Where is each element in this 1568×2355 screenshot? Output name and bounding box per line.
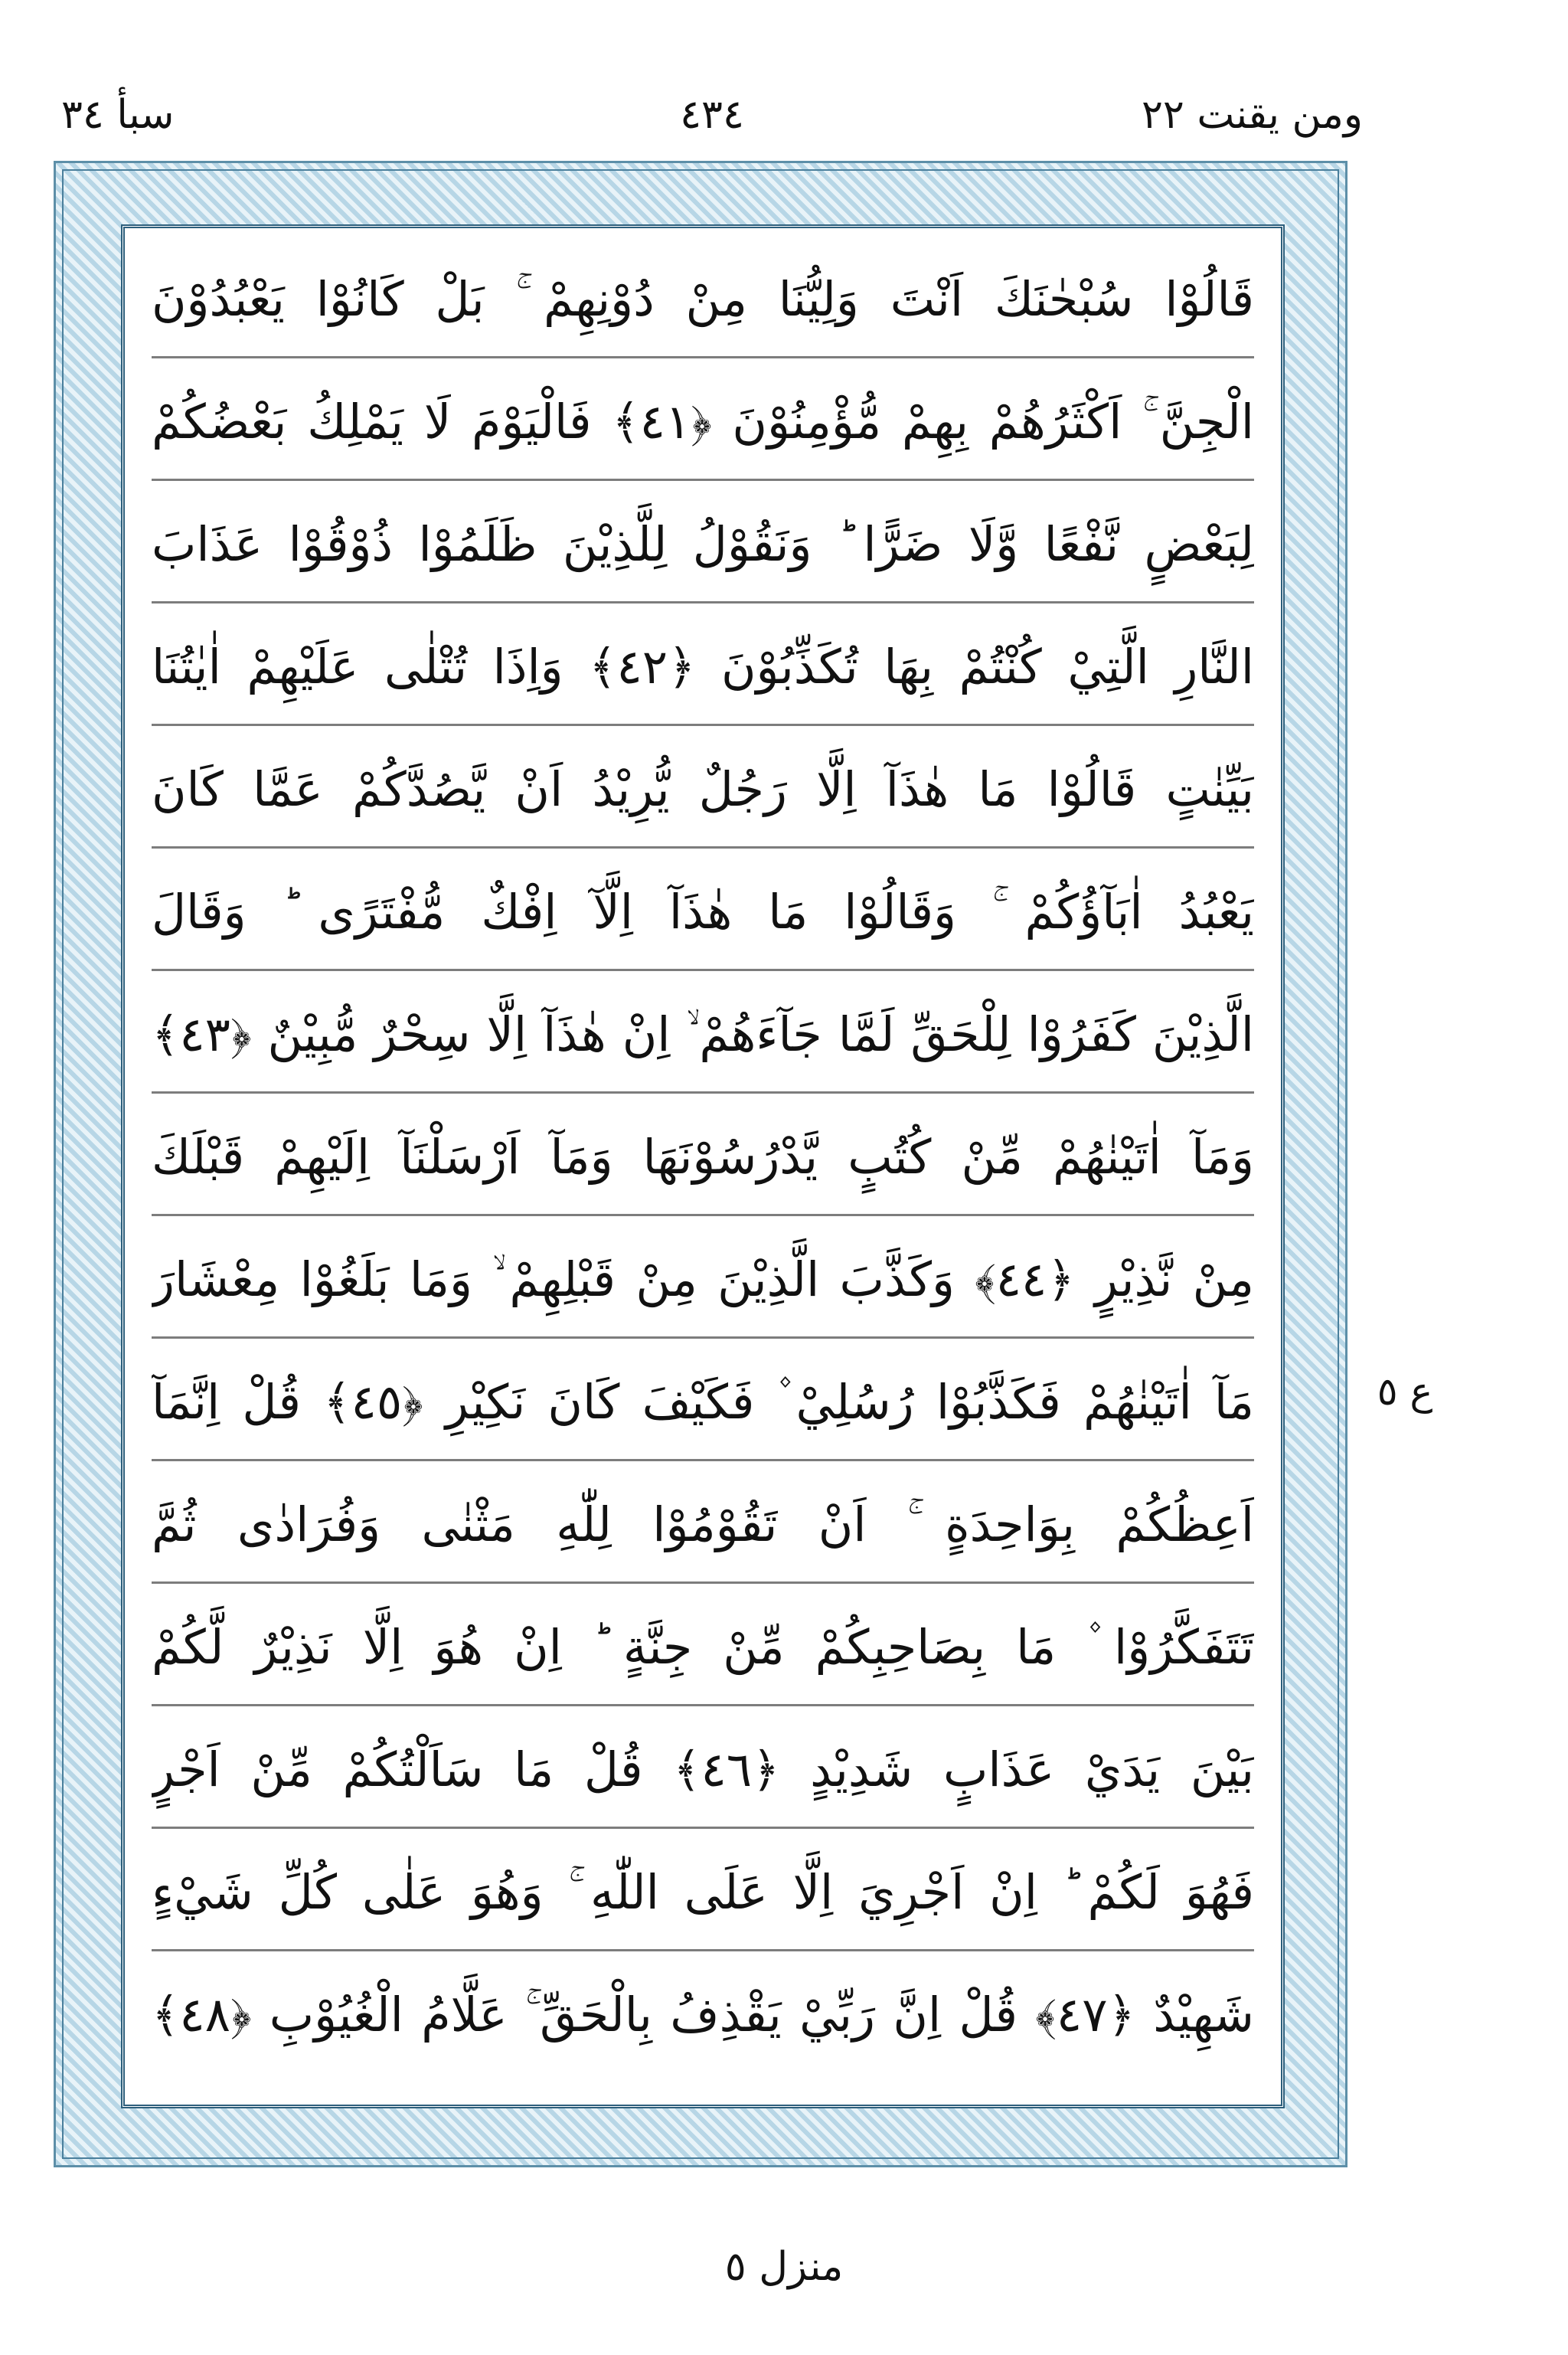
verse-line-14: فَهُوَ لَكُمْ ؕ اِنْ اَجْرِيَ اِلَّا عَلَى اللّٰهِ ۚ وَهُوَ عَلٰى كُلِّ شَيْءٍ bbox=[152, 1837, 1254, 1951]
verse-line-8: وَمَآ اٰتَيْنٰهُمْ مِّنْ كُتُبٍ يَّدْرُسُوْنَهَا وَمَآ اَرْسَلْنَآ اِلَيْهِمْ قَبْلَكَ bbox=[152, 1101, 1254, 1216]
verse-line-1: قَالُوْا سُبْحٰنَكَ اَنْتَ وَلِيُّنَا مِنْ دُوْنِهِمْ ۚ بَلْ كَانُوْا يَعْبُدُوْنَ bbox=[152, 244, 1254, 358]
verse-line-9: مِنْ نَّذِيْرٍ ﴿٤٤﴾ وَكَذَّبَ الَّذِيْنَ مِنْ قَبْلِهِمْ ۙ وَمَا بَلَغُوْا مِعْشَارَ bbox=[152, 1224, 1254, 1339]
juz-name-label: ومن يقنت ٢٢ bbox=[1142, 92, 1363, 138]
verse-line-2: الْجِنَّ ۚ اَكْثَرُهُمْ بِهِمْ مُّؤْمِنُوْنَ ﴿٤١﴾ فَالْيَوْمَ لَا يَمْلِكُ بَعْضُكُمْ bbox=[152, 366, 1254, 481]
manzil-footer: منزل ٥ bbox=[724, 2244, 844, 2290]
ruku-marker: ع ٥ bbox=[1377, 1369, 1433, 1414]
verse-line-3: لِبَعْضٍ نَّفْعًا وَّلَا ضَرًّا ؕ وَنَقُوْلُ لِلَّذِيْنَ ظَلَمُوْا ذُوْقُوْا عَذَابَ bbox=[152, 489, 1254, 603]
verse-line-13: بَيْنَ يَدَيْ عَذَابٍ شَدِيْدٍ ﴿٤٦﴾ قُلْ مَا سَاَلْتُكُمْ مِّنْ اَجْرٍ bbox=[152, 1714, 1254, 1829]
verse-line-4: النَّارِ الَّتِيْ كُنْتُمْ بِهَا تُكَذِّبُوْنَ ﴿٤٢﴾ وَاِذَا تُتْلٰى عَلَيْهِمْ اٰيٰتُنَا bbox=[152, 611, 1254, 726]
verse-line-5: بَيِّنٰتٍ قَالُوْا مَا هٰذَآ اِلَّا رَجُلٌ يُّرِيْدُ اَنْ يَّصُدَّكُمْ عَمَّا كَانَ bbox=[152, 734, 1254, 849]
verse-line-15: شَهِيْدٌ ﴿٤٧﴾ قُلْ اِنَّ رَبِّيْ يَقْذِفُ بِالْحَقِّ ۚ عَلَّامُ الْغُيُوْبِ ﴿٤٨﴾ bbox=[152, 1987, 1254, 2043]
verse-lines bbox=[152, 244, 1254, 2089]
page-header bbox=[61, 84, 1363, 153]
verse-line-11: اَعِظُكُمْ بِوَاحِدَةٍ ۚ اَنْ تَقُوْمُوْا لِلّٰهِ مَثْنٰى وَفُرَادٰى ثُمَّ bbox=[152, 1469, 1254, 1584]
verse-line-7: الَّذِيْنَ كَفَرُوْا لِلْحَقِّ لَمَّا جَآءَهُمْ ۙ اِنْ هٰذَآ اِلَّا سِحْرٌ مُّبِيْنٌ ﴿٤٣﴾ bbox=[152, 979, 1254, 1094]
verse-line-12: تَتَفَكَّرُوْا ۫ مَا بِصَاحِبِكُمْ مِّنْ جِنَّةٍ ؕ اِنْ هُوَ اِلَّا نَذِيْرٌ لَّكُمْ bbox=[152, 1591, 1254, 1706]
page-number: ٤٣٤ bbox=[680, 92, 744, 138]
surah-name-label: سبأ ٣٤ bbox=[61, 92, 175, 138]
verse-line-6: يَعْبُدُ اٰبَآؤُكُمْ ۚ وَقَالُوْا مَا هٰذَآ اِلَّآ اِفْكٌ مُّفْتَرًى ؕ وَقَالَ bbox=[152, 856, 1254, 971]
decorative-border bbox=[54, 161, 1348, 2167]
text-panel bbox=[121, 224, 1285, 2108]
verse-line-10: مَآ اٰتَيْنٰهُمْ فَكَذَّبُوْا رُسُلِيْ ۫ فَكَيْفَ كَانَ نَكِيْرِ ﴿٤٥﴾ قُلْ اِنَّمَآ bbox=[152, 1346, 1254, 1461]
